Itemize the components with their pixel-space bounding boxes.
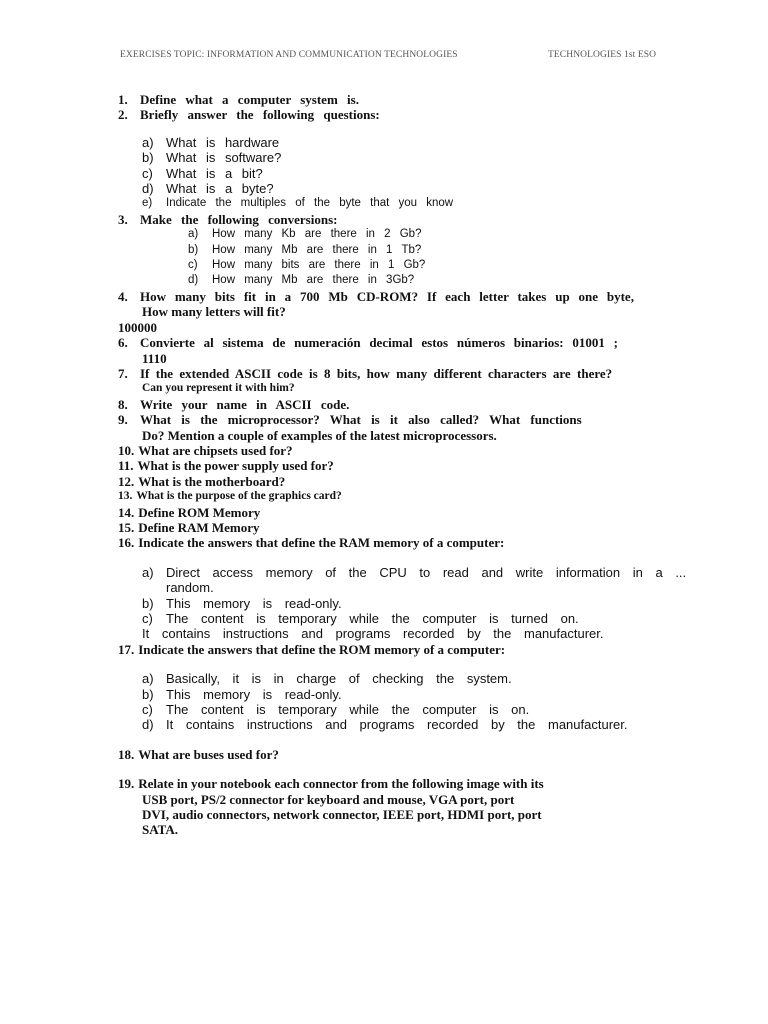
- question-9-cont: Do? Mention a couple of examples of the latest microprocessors.: [142, 427, 497, 443]
- q16-item-a: a) Direct access memory of the CPU to read and write information in a ...: [142, 564, 687, 580]
- header-course: TECHNOLOGIES 1st ESO: [548, 50, 657, 60]
- question-1: 1. Define what a computer system is.: [118, 92, 359, 107]
- question-18: 18. What are buses used for?: [118, 746, 279, 762]
- question-9: 9. What is the microprocessor? What is it also called? What functions: [118, 412, 582, 428]
- exercise-list: [118, 92, 698, 838]
- question-12: 12. What is the motherboard?: [118, 473, 286, 489]
- q2-item-d: d) What is a byte?: [142, 181, 274, 197]
- question-2: 2. Briefly answer the following questions:: [118, 107, 380, 123]
- q2-item-e: e) Indicate the multiples of the byte that you know: [142, 197, 454, 210]
- question-14: 14. Define ROM Memory: [118, 504, 261, 520]
- question-19-cont-3: SATA.: [142, 822, 178, 838]
- question-13: 13. What is the purpose of the graphics card?: [118, 490, 342, 503]
- question-8: 8. Write your name in ASCII code.: [118, 396, 350, 412]
- question-6-cont: 1110: [142, 350, 167, 366]
- q17-item-a: a) Basically, it is in charge of checking the system.: [142, 671, 512, 687]
- question-15: 15. Define RAM Memory: [118, 519, 260, 535]
- question-3: 3. Make the following conversions:: [118, 211, 338, 227]
- q3-item-c: c) How many bits are there in 1 Gb?: [188, 259, 426, 272]
- q17-item-c: c) The content is temporary while the computer is on.: [142, 702, 530, 718]
- question-4-cont: How many letters will fit?: [142, 304, 286, 320]
- q16-item-a-cont: random.: [166, 580, 214, 596]
- q3-item-a: a) How many Kb are there in 2 Gb?: [188, 228, 422, 241]
- question-6: 6. Convierte al sistema de numeración decimal estos números binarios: 01001 ;: [118, 335, 618, 351]
- q2-item-b: b) What is software?: [142, 150, 282, 166]
- question-11: 11. What is the power supply used for?: [118, 458, 334, 474]
- q3-item-b: b) How many Mb are there in 1 Tb?: [188, 243, 422, 256]
- question-19-cont-2: DVI, audio connectors, network connector, IEEE port, HDMI port, port: [142, 807, 542, 823]
- question-17: 17. Indicate the answers that define the ROM memory of a computer:: [118, 641, 506, 657]
- question-16: 16. Indicate the answers that define the RAM memory of a computer:: [118, 535, 505, 551]
- question-7: 7. If the extended ASCII code is 8 bits, how many different characters are there?: [118, 365, 613, 381]
- question-7-cont: Can you represent it with him?: [142, 382, 295, 395]
- q16-item-d: It contains instructions and programs recorded by the manufacturer.: [142, 626, 604, 642]
- q2-item-a: a) What is hardware: [142, 134, 280, 150]
- question-10: 10. What are chipsets used for?: [118, 442, 293, 458]
- q2-item-c: c) What is a bit?: [142, 165, 263, 181]
- answer-100000: 100000: [118, 319, 157, 335]
- header-topic: EXERCISES TOPIC: INFORMATION AND COMMUNICATION TECHNOLOGIES: [120, 50, 458, 60]
- q16-item-c: c) The content is temporary while the computer is turned on.: [142, 611, 579, 626]
- question-19: 19. Relate in your notebook each connector from the following image with its: [118, 776, 544, 792]
- question-19-cont-1: USB port, PS/2 connector for keyboard and mouse, VGA port, port: [142, 791, 515, 807]
- question-4: 4. How many bits fit in a 700 Mb CD-ROM? If each letter takes up one byte,: [118, 288, 634, 304]
- q17-item-b: b) This memory is read-only.: [142, 686, 342, 702]
- q17-item-d: d) It contains instructions and programs recorded by the manufacturer.: [142, 717, 628, 733]
- q16-item-b: b) This memory is read-only.: [142, 595, 342, 611]
- q3-item-d: d) How many Mb are there in 3Gb?: [188, 274, 415, 287]
